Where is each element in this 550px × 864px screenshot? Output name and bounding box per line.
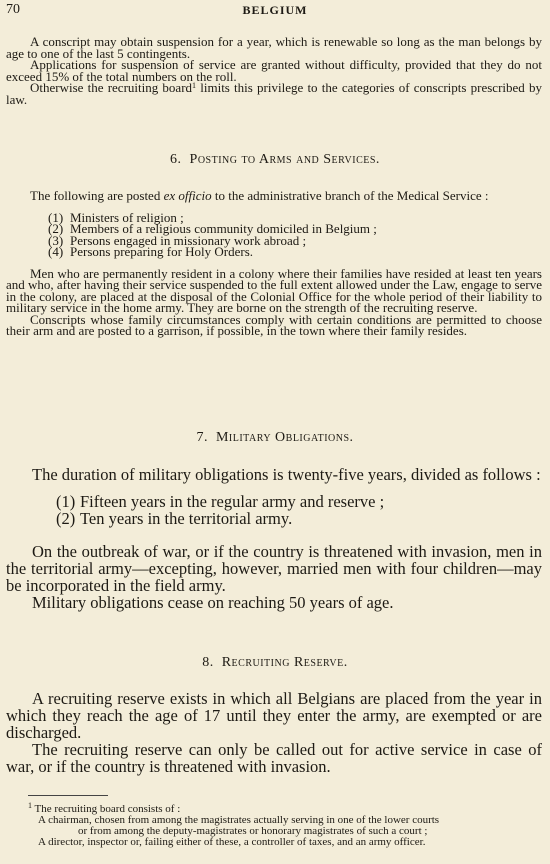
section-title: Posting to Arms and Services. (189, 152, 380, 167)
footnote-text: The recruiting board consists of : (32, 803, 181, 815)
footnote-reference: 1 (192, 81, 197, 90)
list-text: Fifteen years in the regular army and reserve ; (80, 492, 385, 511)
section-number: 7. (196, 430, 208, 445)
exemption-list (6, 209, 542, 259)
section-heading (0, 152, 550, 168)
list-number: (3) (48, 232, 64, 248)
intro-block (6, 36, 542, 105)
list-text: Persons preparing for Holy Orders. (70, 244, 254, 259)
section-title: Military Obligations. (215, 430, 354, 445)
section-number: 6. (170, 152, 182, 167)
paragraph-text: Applications for suspension of service are granted without difficulty, provided that they do not exceed 15% of the total numbers on the roll. (6, 57, 542, 84)
paragraph-text: The following are posted (30, 188, 164, 203)
list-number: (2) (56, 509, 76, 528)
footnote-line: or from among the deputy-magistrates or honorary magistrates of such a court ; (78, 825, 428, 837)
running-title: BELGIUM (242, 3, 308, 17)
list-text: Ministers of religion ; (70, 209, 184, 225)
obligation-list (6, 493, 542, 527)
paragraph: Military obligations cease on reaching 50 years of age. (32, 593, 394, 612)
footnote (6, 801, 542, 848)
paragraph (6, 82, 542, 105)
paragraph (6, 59, 542, 82)
section-number: 8. (202, 655, 214, 670)
page-number: 70 (6, 2, 20, 17)
list-number: (1) (56, 492, 76, 511)
section6-body (6, 190, 542, 337)
footnote-marker: 1 (28, 801, 32, 810)
paragraph: Conscripts whose family circumstances comply with certain conditions are permitted to choose their arm and are posted to a garrison, if possible, in the town where their family resides. (6, 311, 542, 338)
list-item (56, 510, 542, 527)
list-number: (1) (48, 209, 64, 225)
list-item (56, 493, 542, 510)
list-text: Members of a religious community domiciled in Belgium ; (70, 221, 377, 236)
latin-term: ex officio (163, 188, 212, 203)
paragraph: The recruiting reserve can only be called out for active service in case of war, or if the country is threatened with invasion. (6, 740, 542, 776)
paragraph (6, 190, 542, 202)
list-number: (2) (48, 221, 64, 236)
list-number: (4) (48, 244, 64, 259)
section8-body (6, 690, 542, 775)
list-text: Persons engaged in missionary work abroad ; (70, 232, 307, 248)
paragraph: A recruiting reserve exists in which all Belgians are placed from the year in which they reach the age of 17 until they enter the army, are exempted or are discharged. (6, 689, 542, 742)
page-header (6, 2, 544, 20)
paragraph: On the outbreak of war, or if the country is threatened with invasion, men in the territorial army—excepting, however, married men with four children—may be incorporated in the field army. (6, 542, 542, 595)
footnote-line: A director, inspector or, failing either of these, a controller of taxes, and an army officer. (38, 836, 426, 848)
paragraph-text: to the administrative branch of the Medical Service : (211, 188, 489, 203)
paragraph: Men who are permanently resident in a colony where their families have resided at least ten years and who, after having their service suspended to the full extent allowed under the Law, engage to serve in the colony, are placed at the disposal of the Colonial Office for the whole period of their liability to military service in the home army. They are borne on the strength of the recruiting reserve. (6, 265, 542, 315)
section7-body (6, 466, 542, 611)
section-heading (0, 655, 550, 671)
list-item (48, 246, 542, 258)
list-text: Ten years in the territorial army. (80, 509, 293, 528)
paragraph-text: Otherwise the recruiting board (30, 80, 193, 95)
footnote-line: A chairman, chosen from among the magistrates actually serving in one of the lower courts (38, 814, 440, 826)
paragraph: The duration of military obligations is twenty-five years, divided as follows : (32, 465, 541, 484)
footnote-rule (28, 795, 108, 796)
section-heading (0, 430, 550, 446)
paragraph: A conscript may obtain suspension for a year, which is renewable so long as the man belongs by age to one of the last 5 contingents. (6, 34, 542, 61)
section-title: Recruiting Reserve. (221, 655, 348, 670)
paragraph-text: limits this privilege to the categories of conscripts prescribed by law. (6, 80, 542, 107)
